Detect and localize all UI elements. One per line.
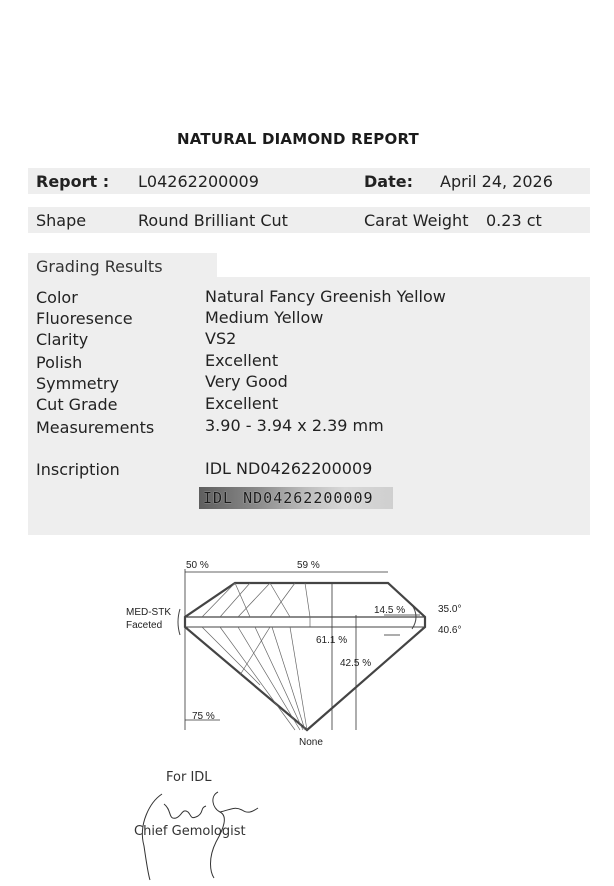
report-number: L04262200009 xyxy=(138,172,259,191)
crown-pct-label: 50 % xyxy=(186,560,209,571)
total-depth-label: 61.1 % xyxy=(316,635,348,646)
polish-value: Excellent xyxy=(205,351,279,370)
girdle-label-2: Faceted xyxy=(126,620,163,631)
cut-grade-label: Cut Grade xyxy=(36,395,118,414)
fluorescence-value: Medium Yellow xyxy=(205,308,324,327)
girdle-label-1: MED-STK xyxy=(126,607,171,618)
clarity-label: Clarity xyxy=(36,330,89,349)
grading-results-tab xyxy=(28,253,217,279)
signature-role: Chief Gemologist xyxy=(134,824,246,839)
culet-label: None xyxy=(299,737,323,748)
inscription-value: IDL ND04262200009 xyxy=(205,459,373,478)
signature-for-text: For IDL xyxy=(166,770,212,785)
lower-half-label: 75 % xyxy=(192,711,215,722)
polish-label: Polish xyxy=(36,353,83,372)
measurements-label: Measurements xyxy=(36,418,155,437)
date-value: April 24, 2026 xyxy=(440,172,553,191)
facet-lines xyxy=(202,583,310,730)
pavilion-angle-label: 40.6° xyxy=(438,625,462,636)
laser-inscription-image xyxy=(199,487,393,509)
clarity-value: VS2 xyxy=(205,329,237,348)
symmetry-value: Very Good xyxy=(205,372,288,391)
report-label: Report : xyxy=(36,172,110,191)
crown-height-label: 14.5 % xyxy=(374,605,406,616)
shape-info-bar xyxy=(28,207,590,233)
report-info-bar xyxy=(28,168,590,194)
symmetry-label: Symmetry xyxy=(36,374,119,393)
cut-grade-value: Excellent xyxy=(205,394,279,413)
date-label: Date: xyxy=(364,172,413,191)
report-title: NATURAL DIAMOND REPORT xyxy=(177,130,419,148)
grading-panel xyxy=(28,277,590,535)
proportions-diagram xyxy=(120,555,480,755)
fluorescence-label: Fluoresence xyxy=(36,309,133,328)
color-value: Natural Fancy Greenish Yellow xyxy=(205,287,446,306)
carat-value: 0.23 ct xyxy=(486,211,542,230)
girdle-bracket xyxy=(178,609,180,635)
crown-angle-label: 35.0° xyxy=(438,604,462,615)
pavilion-depth-label: 42.5 % xyxy=(340,658,372,669)
shape-value: Round Brilliant Cut xyxy=(138,211,288,230)
laser-inscription-text: IDL ND04262200009 xyxy=(203,489,374,507)
shape-label: Shape xyxy=(36,211,87,230)
color-label: Color xyxy=(36,288,78,307)
inscription-label: Inscription xyxy=(36,460,120,479)
carat-label: Carat Weight xyxy=(364,211,469,230)
grading-heading: Grading Results xyxy=(36,257,163,276)
table-pct-label: 59 % xyxy=(297,560,320,571)
measurements-value: 3.90 - 3.94 x 2.39 mm xyxy=(205,416,384,435)
